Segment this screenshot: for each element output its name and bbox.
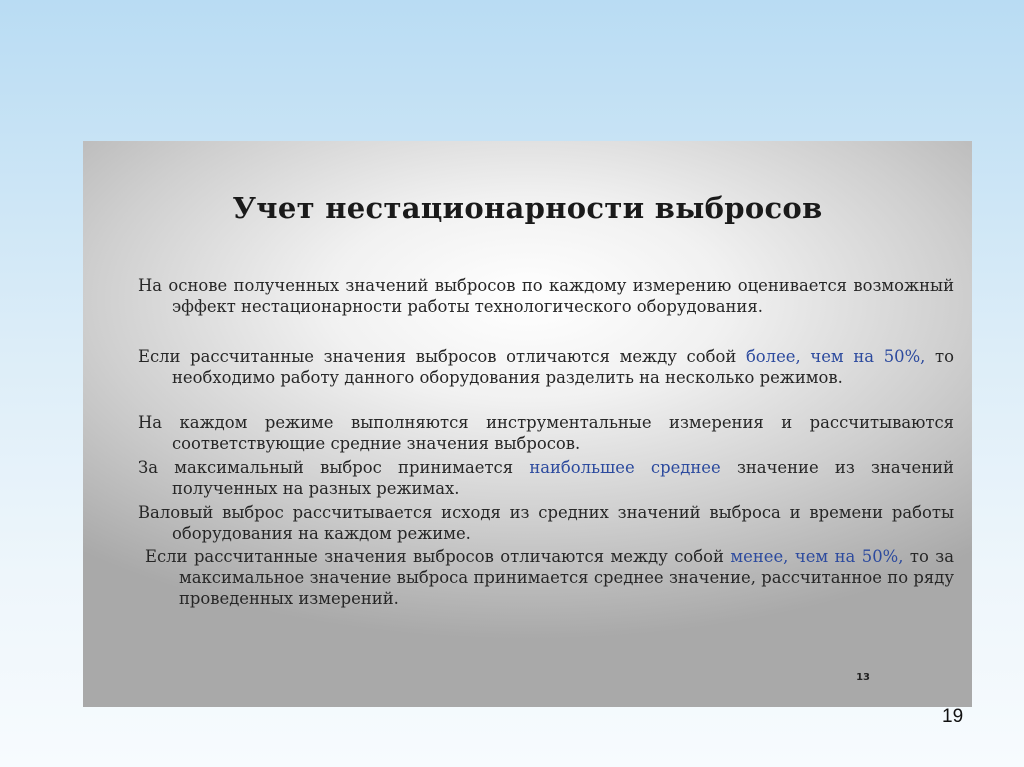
slide-image [83, 141, 972, 707]
paragraph-6-highlight: менее, чем на 50%, [730, 547, 904, 566]
paragraph-6-text-after: то за максимальное значение выброса принимается среднее значение, рассчитанное по ряду проведенных измерений. [179, 547, 954, 608]
paragraph-4-text-after: значение из значений полученных на разных режимах. [172, 458, 954, 498]
paragraph-6 [145, 546, 954, 609]
paragraph-2 [138, 346, 954, 388]
paragraph-3: На каждом режиме выполняются инструментальные измерения и рассчитываются соответствующие средние значения выбросов. [138, 413, 954, 453]
paragraph-6-text-before: Если рассчитанные значения выбросов отличаются между собой [145, 547, 731, 566]
paragraph-2-text-after: то необходимо работу данного оборудования разделить на несколько режимов. [172, 347, 954, 387]
paragraph-1: На основе полученных значений выбросов по каждому измерению оценивается возможный эффект нестационарности работы технологического оборудования. [138, 276, 954, 316]
slide-inner-number: 13 [856, 672, 870, 683]
paragraph-4-text-before: За максимальный выброс принимается [138, 458, 530, 477]
paragraph-4-highlight: наибольшее среднее [529, 458, 721, 477]
paragraph-2-text-before: Если рассчитанные значения выбросов отличаются между собой [138, 347, 746, 366]
slide-title: Учет нестационарности выбросов [232, 191, 823, 225]
paragraph-5: Валовый выброс рассчитывается исходя из средних значений выброса и времени работы оборудования на каждом режиме. [138, 503, 954, 543]
paragraph-2-highlight: более, чем на 50%, [745, 347, 926, 366]
paragraph-4 [138, 457, 954, 499]
page-number: 19 [942, 706, 964, 727]
